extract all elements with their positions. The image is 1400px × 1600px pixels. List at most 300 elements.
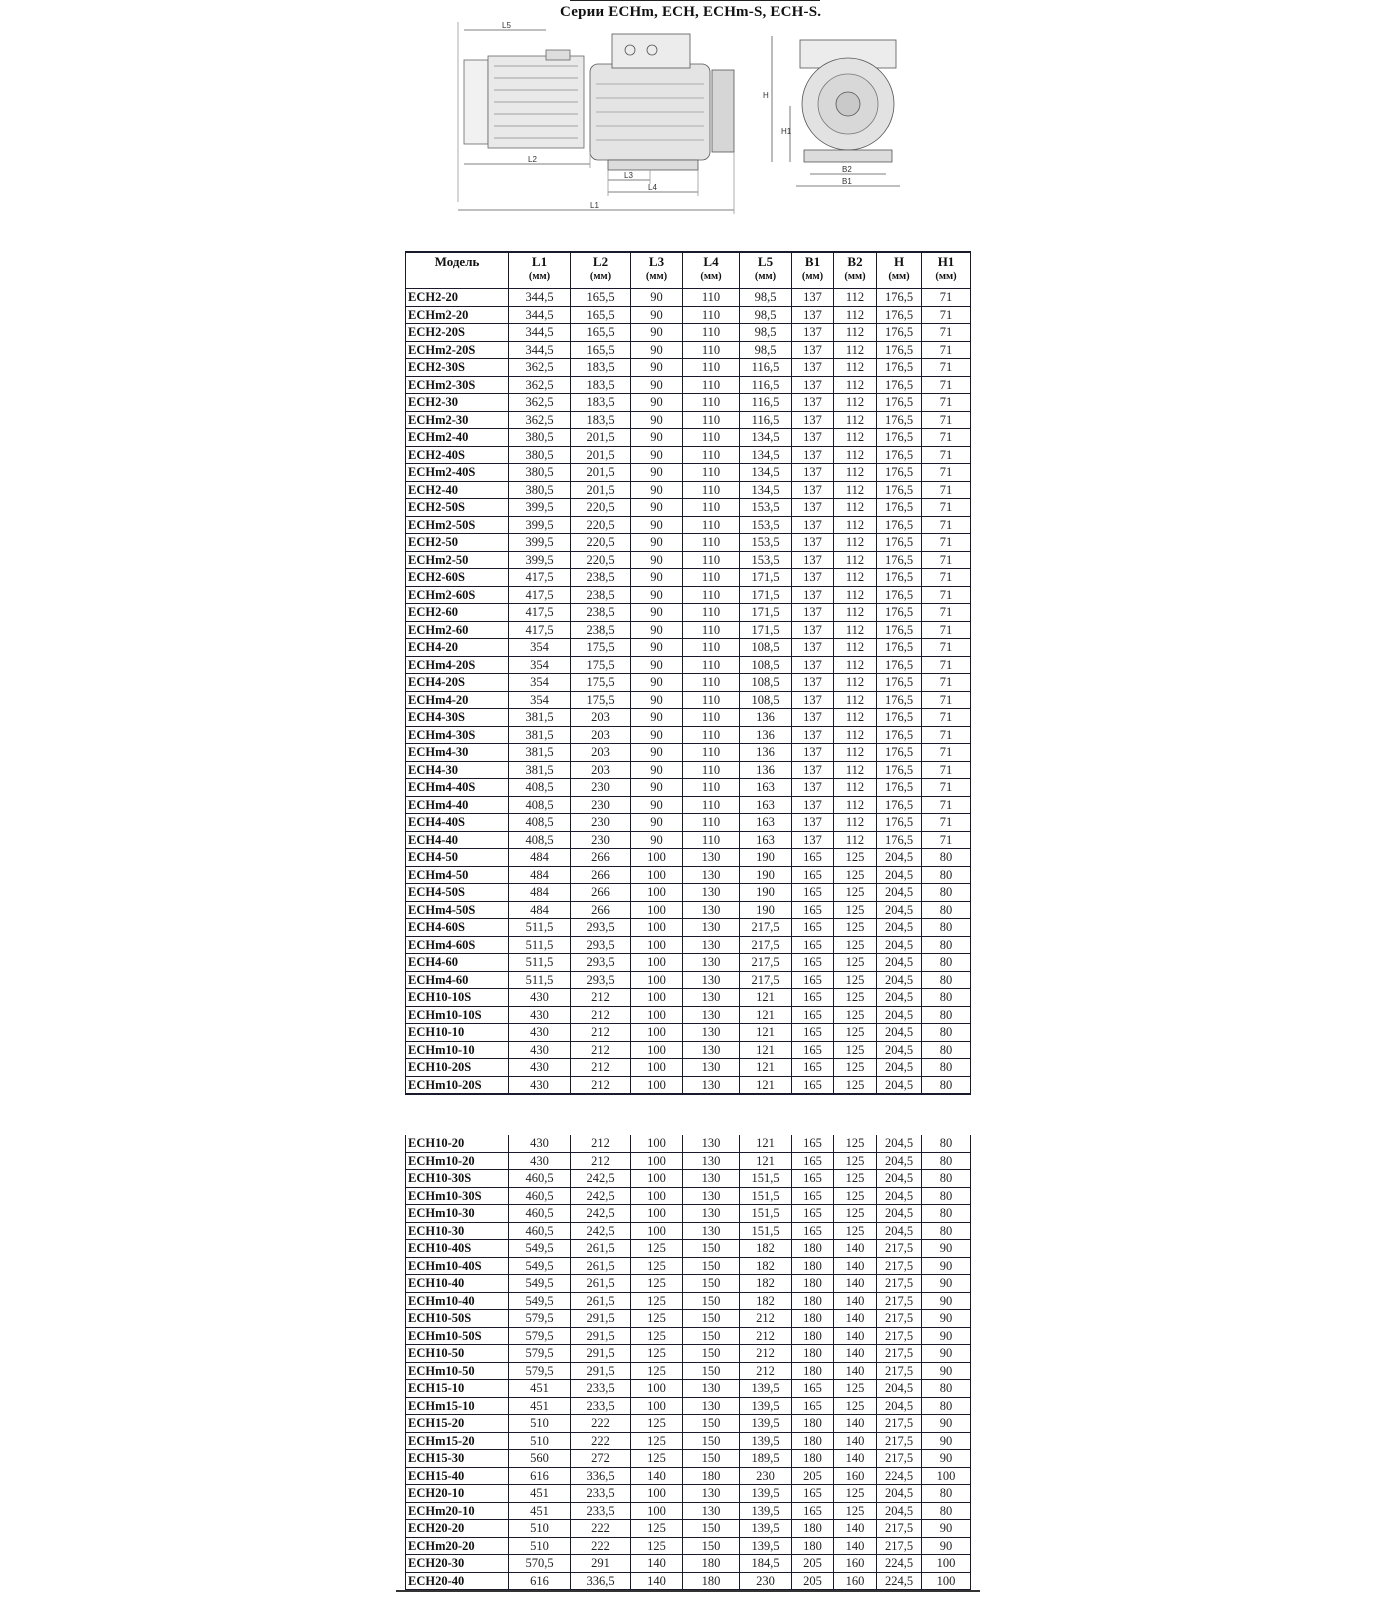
value-cell: 204,5 (877, 1222, 922, 1240)
value-cell: 90 (922, 1257, 971, 1275)
value-cell: 80 (922, 1006, 971, 1024)
value-cell: 176,5 (877, 604, 922, 622)
table-row (406, 1152, 971, 1170)
value-cell: 110 (683, 709, 740, 727)
value-cell: 71 (922, 569, 971, 587)
model-cell: ECHm10-10S (406, 1006, 509, 1024)
model-cell: ECHm2-50S (406, 516, 509, 534)
value-cell: 549,5 (509, 1257, 571, 1275)
value-cell: 616 (509, 1572, 571, 1590)
value-cell: 100 (631, 936, 683, 954)
value-cell: 90 (922, 1345, 971, 1363)
value-cell: 176,5 (877, 569, 922, 587)
value-cell: 121 (740, 1076, 792, 1094)
table-row (406, 954, 971, 972)
value-cell: 220,5 (571, 551, 631, 569)
value-cell: 163 (740, 796, 792, 814)
model-cell: ECH10-50S (406, 1310, 509, 1328)
value-cell: 165 (792, 919, 834, 937)
value-cell: 165 (792, 866, 834, 884)
value-cell: 165 (792, 1380, 834, 1398)
value-cell: 112 (834, 534, 877, 552)
table-row (406, 341, 971, 359)
value-cell: 80 (922, 1152, 971, 1170)
value-cell: 136 (740, 726, 792, 744)
value-cell: 100 (631, 901, 683, 919)
label-h1: H1 (781, 127, 792, 136)
value-cell: 100 (631, 849, 683, 867)
table-row (406, 306, 971, 324)
value-cell: 125 (631, 1327, 683, 1345)
value-cell: 137 (792, 411, 834, 429)
value-cell: 150 (683, 1537, 740, 1555)
model-cell: ECHm10-20S (406, 1076, 509, 1094)
model-cell: ECHm4-30S (406, 726, 509, 744)
value-cell: 291,5 (571, 1310, 631, 1328)
value-cell: 362,5 (509, 394, 571, 412)
value-cell: 125 (834, 1135, 877, 1152)
value-cell: 90 (631, 621, 683, 639)
value-cell: 130 (683, 1380, 740, 1398)
value-cell: 125 (834, 1222, 877, 1240)
value-cell: 165 (792, 1059, 834, 1077)
value-cell: 238,5 (571, 604, 631, 622)
value-cell: 163 (740, 779, 792, 797)
value-cell: 137 (792, 796, 834, 814)
table-row (406, 1257, 971, 1275)
value-cell: 139,5 (740, 1432, 792, 1450)
header-l1: L1 (мм) (509, 252, 571, 289)
value-cell: 176,5 (877, 481, 922, 499)
model-cell: ECH10-50 (406, 1345, 509, 1363)
value-cell: 362,5 (509, 376, 571, 394)
value-cell: 137 (792, 306, 834, 324)
value-cell: 130 (683, 971, 740, 989)
model-cell: ECHm15-10 (406, 1397, 509, 1415)
table-row (406, 464, 971, 482)
value-cell: 98,5 (740, 341, 792, 359)
value-cell: 125 (631, 1292, 683, 1310)
value-cell: 130 (683, 849, 740, 867)
value-cell: 71 (922, 814, 971, 832)
value-cell: 140 (631, 1555, 683, 1573)
value-cell: 150 (683, 1520, 740, 1538)
table-row (406, 324, 971, 342)
value-cell: 176,5 (877, 656, 922, 674)
value-cell: 71 (922, 726, 971, 744)
value-cell: 90 (631, 376, 683, 394)
value-cell: 212 (740, 1362, 792, 1380)
model-cell: ECH20-20 (406, 1520, 509, 1538)
table-row (406, 1345, 971, 1363)
value-cell: 176,5 (877, 411, 922, 429)
table-body-part-2 (406, 1135, 971, 1590)
dimension-table-part-2 (405, 1135, 971, 1591)
value-cell: 90 (631, 464, 683, 482)
value-cell: 151,5 (740, 1222, 792, 1240)
value-cell: 112 (834, 481, 877, 499)
model-cell: ECHm2-20S (406, 341, 509, 359)
table-row (406, 796, 971, 814)
value-cell: 125 (834, 936, 877, 954)
value-cell: 176,5 (877, 761, 922, 779)
value-cell: 153,5 (740, 516, 792, 534)
value-cell: 180 (792, 1292, 834, 1310)
model-cell: ECH2-60 (406, 604, 509, 622)
value-cell: 71 (922, 516, 971, 534)
value-cell: 112 (834, 429, 877, 447)
value-cell: 224,5 (877, 1572, 922, 1590)
value-cell: 238,5 (571, 569, 631, 587)
table-row (406, 1520, 971, 1538)
value-cell: 217,5 (877, 1520, 922, 1538)
value-cell: 80 (922, 1076, 971, 1094)
value-cell: 121 (740, 1024, 792, 1042)
value-cell: 204,5 (877, 1006, 922, 1024)
value-cell: 112 (834, 779, 877, 797)
page-title: Серии ECHm, ECH, ECHm-S, ECH-S. (560, 4, 822, 20)
value-cell: 125 (834, 954, 877, 972)
value-cell: 160 (834, 1555, 877, 1573)
value-cell: 430 (509, 1059, 571, 1077)
value-cell: 112 (834, 744, 877, 762)
value-cell: 139,5 (740, 1520, 792, 1538)
value-cell: 125 (631, 1362, 683, 1380)
model-cell: ECH4-30S (406, 709, 509, 727)
value-cell: 90 (631, 534, 683, 552)
value-cell: 549,5 (509, 1292, 571, 1310)
value-cell: 100 (631, 1170, 683, 1188)
value-cell: 212 (571, 1152, 631, 1170)
value-cell: 125 (631, 1432, 683, 1450)
value-cell: 121 (740, 1135, 792, 1152)
value-cell: 399,5 (509, 534, 571, 552)
value-cell: 151,5 (740, 1187, 792, 1205)
value-cell: 176,5 (877, 394, 922, 412)
value-cell: 100 (631, 1006, 683, 1024)
value-cell: 71 (922, 604, 971, 622)
value-cell: 293,5 (571, 936, 631, 954)
label-b2: B2 (842, 165, 852, 174)
table-row (406, 1170, 971, 1188)
value-cell: 112 (834, 516, 877, 534)
value-cell: 204,5 (877, 1024, 922, 1042)
value-cell: 80 (922, 1135, 971, 1152)
value-cell: 165,5 (571, 324, 631, 342)
table-row (406, 971, 971, 989)
value-cell: 140 (834, 1292, 877, 1310)
value-cell: 140 (834, 1240, 877, 1258)
value-cell: 125 (834, 1006, 877, 1024)
table-row (406, 499, 971, 517)
value-cell: 140 (834, 1432, 877, 1450)
table-row (406, 481, 971, 499)
value-cell: 137 (792, 604, 834, 622)
value-cell: 217,5 (877, 1345, 922, 1363)
value-cell: 90 (922, 1310, 971, 1328)
value-cell: 80 (922, 1059, 971, 1077)
model-cell: ECH10-40 (406, 1275, 509, 1293)
value-cell: 71 (922, 639, 971, 657)
value-cell: 150 (683, 1450, 740, 1468)
value-cell: 140 (834, 1415, 877, 1433)
value-cell: 112 (834, 499, 877, 517)
value-cell: 140 (834, 1520, 877, 1538)
value-cell: 90 (631, 411, 683, 429)
table-row (406, 534, 971, 552)
model-cell: ECHm10-10 (406, 1041, 509, 1059)
value-cell: 176,5 (877, 779, 922, 797)
value-cell: 150 (683, 1275, 740, 1293)
value-cell: 112 (834, 796, 877, 814)
pump-side-view (458, 22, 734, 214)
value-cell: 165 (792, 1076, 834, 1094)
value-cell: 222 (571, 1520, 631, 1538)
value-cell: 130 (683, 1152, 740, 1170)
value-cell: 90 (631, 341, 683, 359)
value-cell: 217,5 (740, 971, 792, 989)
value-cell: 230 (571, 779, 631, 797)
value-cell: 110 (683, 761, 740, 779)
value-cell: 90 (631, 429, 683, 447)
value-cell: 90 (631, 674, 683, 692)
model-cell: ECHm2-20 (406, 306, 509, 324)
value-cell: 98,5 (740, 324, 792, 342)
table-row (406, 1024, 971, 1042)
value-cell: 204,5 (877, 901, 922, 919)
value-cell: 165 (792, 884, 834, 902)
value-cell: 160 (834, 1572, 877, 1590)
value-cell: 100 (631, 1024, 683, 1042)
value-cell: 110 (683, 586, 740, 604)
table-body-part-1 (406, 289, 971, 1095)
table-row (406, 1222, 971, 1240)
value-cell: 90 (922, 1292, 971, 1310)
pump-front-view (772, 36, 900, 186)
model-cell: ECH4-40 (406, 831, 509, 849)
value-cell: 175,5 (571, 656, 631, 674)
model-cell: ECH2-30 (406, 394, 509, 412)
value-cell: 204,5 (877, 884, 922, 902)
value-cell: 183,5 (571, 394, 631, 412)
label-l5: L5 (502, 22, 511, 30)
value-cell: 212 (740, 1310, 792, 1328)
header-b2: B2 (мм) (834, 252, 877, 289)
value-cell: 165,5 (571, 289, 631, 307)
value-cell: 204,5 (877, 1152, 922, 1170)
value-cell: 137 (792, 709, 834, 727)
value-cell: 112 (834, 359, 877, 377)
table-row (406, 1135, 971, 1152)
value-cell: 125 (834, 1502, 877, 1520)
model-cell: ECHm4-30 (406, 744, 509, 762)
table-row (406, 411, 971, 429)
value-cell: 130 (683, 919, 740, 937)
value-cell: 100 (631, 1485, 683, 1503)
value-cell: 110 (683, 604, 740, 622)
value-cell: 112 (834, 394, 877, 412)
value-cell: 212 (740, 1327, 792, 1345)
value-cell: 125 (631, 1310, 683, 1328)
value-cell: 130 (683, 936, 740, 954)
value-cell: 336,5 (571, 1467, 631, 1485)
value-cell: 510 (509, 1432, 571, 1450)
value-cell: 130 (683, 1502, 740, 1520)
value-cell: 90 (631, 656, 683, 674)
value-cell: 204,5 (877, 936, 922, 954)
value-cell: 175,5 (571, 674, 631, 692)
table-row (406, 586, 971, 604)
value-cell: 80 (922, 919, 971, 937)
table-row (406, 1292, 971, 1310)
value-cell: 137 (792, 289, 834, 307)
value-cell: 140 (834, 1327, 877, 1345)
value-cell: 71 (922, 446, 971, 464)
value-cell: 484 (509, 884, 571, 902)
model-cell: ECHm10-30S (406, 1187, 509, 1205)
table-row (406, 1059, 971, 1077)
value-cell: 217,5 (877, 1415, 922, 1433)
value-cell: 150 (683, 1362, 740, 1380)
model-cell: ECHm4-60S (406, 936, 509, 954)
value-cell: 579,5 (509, 1362, 571, 1380)
table-row (406, 849, 971, 867)
label-l2: L2 (528, 155, 537, 164)
value-cell: 165 (792, 971, 834, 989)
table-header-row (406, 252, 971, 289)
value-cell: 71 (922, 761, 971, 779)
value-cell: 408,5 (509, 779, 571, 797)
value-cell: 150 (683, 1327, 740, 1345)
value-cell: 121 (740, 1006, 792, 1024)
value-cell: 180 (792, 1345, 834, 1363)
value-cell: 100 (631, 866, 683, 884)
value-cell: 362,5 (509, 411, 571, 429)
model-cell: ECH10-30S (406, 1170, 509, 1188)
value-cell: 90 (631, 324, 683, 342)
value-cell: 204,5 (877, 1187, 922, 1205)
value-cell: 165 (792, 1485, 834, 1503)
value-cell: 71 (922, 289, 971, 307)
table-row (406, 1415, 971, 1433)
table-row (406, 1467, 971, 1485)
value-cell: 112 (834, 656, 877, 674)
value-cell: 484 (509, 901, 571, 919)
value-cell: 510 (509, 1520, 571, 1538)
value-cell: 511,5 (509, 971, 571, 989)
value-cell: 134,5 (740, 429, 792, 447)
value-cell: 205 (792, 1555, 834, 1573)
table-row (406, 831, 971, 849)
value-cell: 90 (922, 1362, 971, 1380)
value-cell: 80 (922, 849, 971, 867)
value-cell: 139,5 (740, 1415, 792, 1433)
value-cell: 125 (834, 866, 877, 884)
value-cell: 220,5 (571, 499, 631, 517)
value-cell: 137 (792, 779, 834, 797)
value-cell: 222 (571, 1415, 631, 1433)
value-cell: 130 (683, 1397, 740, 1415)
value-cell: 176,5 (877, 359, 922, 377)
value-cell: 217,5 (877, 1537, 922, 1555)
value-cell: 125 (834, 849, 877, 867)
value-cell: 176,5 (877, 639, 922, 657)
model-cell: ECHm2-60 (406, 621, 509, 639)
model-cell: ECHm4-60 (406, 971, 509, 989)
table-row (406, 551, 971, 569)
value-cell: 139,5 (740, 1397, 792, 1415)
value-cell: 125 (631, 1520, 683, 1538)
value-cell: 137 (792, 359, 834, 377)
value-cell: 140 (834, 1345, 877, 1363)
table-row (406, 1485, 971, 1503)
value-cell: 549,5 (509, 1240, 571, 1258)
value-cell: 242,5 (571, 1170, 631, 1188)
value-cell: 90 (922, 1520, 971, 1538)
value-cell: 430 (509, 1041, 571, 1059)
value-cell: 417,5 (509, 569, 571, 587)
value-cell: 136 (740, 761, 792, 779)
value-cell: 112 (834, 814, 877, 832)
value-cell: 137 (792, 376, 834, 394)
value-cell: 90 (631, 289, 683, 307)
value-cell: 153,5 (740, 534, 792, 552)
value-cell: 112 (834, 464, 877, 482)
value-cell: 224,5 (877, 1467, 922, 1485)
value-cell: 460,5 (509, 1170, 571, 1188)
model-cell: ECHm10-40 (406, 1292, 509, 1310)
value-cell: 71 (922, 341, 971, 359)
model-cell: ECH4-40S (406, 814, 509, 832)
value-cell: 204,5 (877, 1170, 922, 1188)
value-cell: 100 (631, 1152, 683, 1170)
model-cell: ECHm2-50 (406, 551, 509, 569)
value-cell: 110 (683, 306, 740, 324)
value-cell: 110 (683, 376, 740, 394)
value-cell: 112 (834, 324, 877, 342)
value-cell: 136 (740, 744, 792, 762)
value-cell: 112 (834, 621, 877, 639)
value-cell: 116,5 (740, 376, 792, 394)
value-cell: 125 (834, 1380, 877, 1398)
value-cell: 90 (631, 726, 683, 744)
value-cell: 110 (683, 726, 740, 744)
value-cell: 180 (792, 1310, 834, 1328)
value-cell: 266 (571, 901, 631, 919)
value-cell: 90 (631, 551, 683, 569)
value-cell: 140 (834, 1537, 877, 1555)
value-cell: 272 (571, 1450, 631, 1468)
value-cell: 112 (834, 761, 877, 779)
model-cell: ECH4-50S (406, 884, 509, 902)
value-cell: 80 (922, 1170, 971, 1188)
value-cell: 137 (792, 744, 834, 762)
value-cell: 90 (631, 639, 683, 657)
value-cell: 71 (922, 779, 971, 797)
model-cell: ECH4-50 (406, 849, 509, 867)
value-cell: 100 (631, 1222, 683, 1240)
value-cell: 80 (922, 954, 971, 972)
value-cell: 180 (792, 1257, 834, 1275)
value-cell: 261,5 (571, 1292, 631, 1310)
model-cell: ECH20-10 (406, 1485, 509, 1503)
value-cell: 90 (631, 359, 683, 377)
table-row (406, 1555, 971, 1573)
value-cell: 130 (683, 1170, 740, 1188)
value-cell: 408,5 (509, 814, 571, 832)
value-cell: 201,5 (571, 464, 631, 482)
value-cell: 121 (740, 1059, 792, 1077)
